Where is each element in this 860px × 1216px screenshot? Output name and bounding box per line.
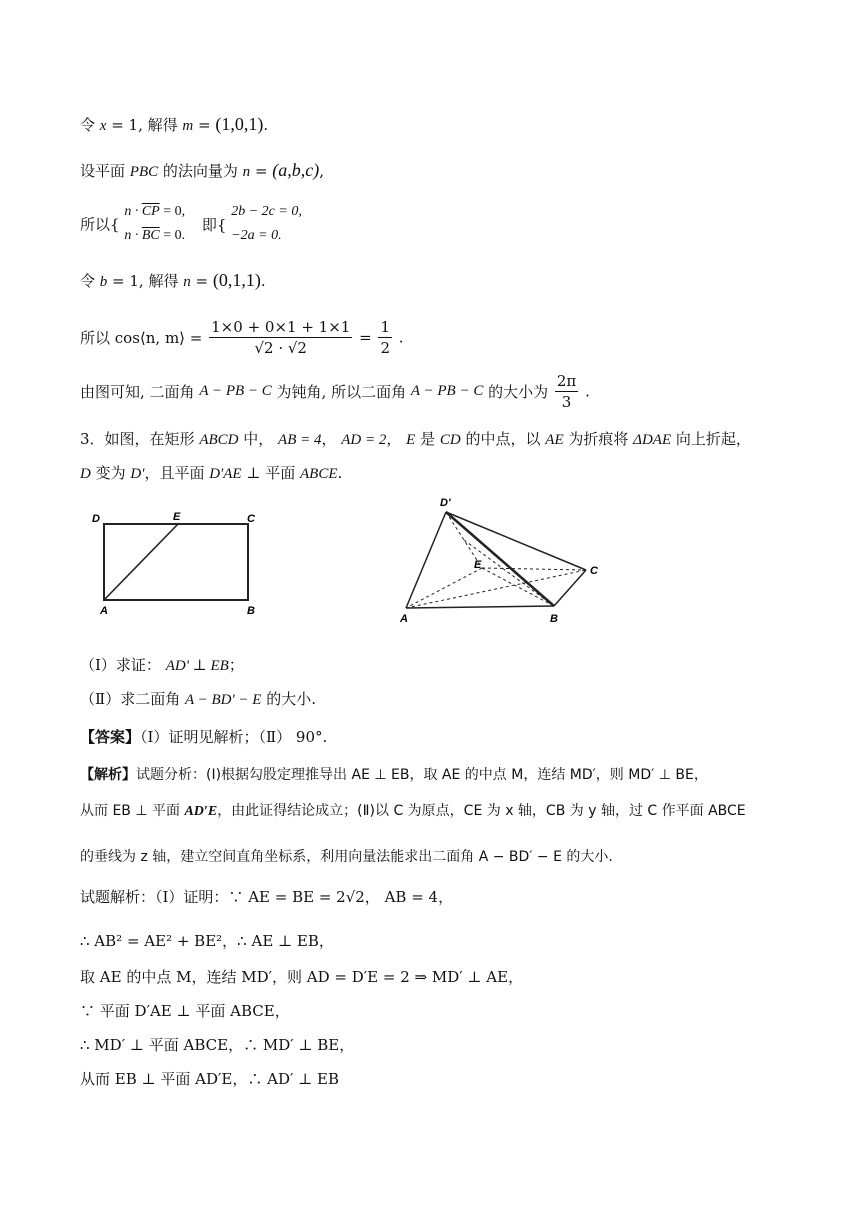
answer-label: 【答案】 — [80, 728, 141, 746]
fraction — [378, 318, 392, 357]
edge-dp-a — [406, 512, 446, 608]
text: ； — [228, 656, 244, 674]
text: 的中点，以 — [460, 430, 546, 448]
line-11 — [80, 726, 327, 747]
vector: $\overline{CP}$ — [141, 204, 160, 219]
line-4 — [80, 270, 266, 291]
math: m — [182, 118, 194, 134]
text: 为折痕将 — [563, 430, 634, 448]
vector: $\overline{BC}$ — [141, 228, 160, 243]
text: = — [190, 272, 213, 290]
text: 是 — [415, 430, 440, 448]
text: 的大小. — [261, 690, 317, 708]
text: 的法向量为 — [158, 162, 243, 180]
line-9 — [80, 654, 244, 675]
label-d: D — [92, 513, 100, 525]
text: . — [337, 464, 343, 482]
text: 所以 cos⟨n, m⟩ = — [80, 329, 208, 347]
line-3 — [80, 200, 302, 248]
text: （Ⅰ）求证： — [80, 656, 166, 674]
hidden-a-c — [406, 570, 586, 608]
text: 为钝角, 所以二面角 — [271, 383, 411, 401]
text: ∵ 平面 D′AE ⊥ 平面 ABCE， — [80, 1002, 290, 1020]
line-1 — [80, 114, 268, 135]
text: , — [319, 162, 325, 180]
text: 从而 EB ⊥ 平面 — [80, 803, 185, 819]
math: CD — [439, 432, 461, 448]
hidden-e-c — [482, 568, 586, 570]
edge-dp-c — [446, 512, 586, 570]
text: ∴ MD′ ⊥ 平面 ABCE，∴ MD′ ⊥ BE， — [80, 1036, 355, 1054]
math: ΔDAE — [633, 432, 672, 448]
text: 3．如图，在矩形 — [80, 430, 200, 448]
line-8 — [80, 462, 342, 483]
hidden-mid — [464, 540, 554, 606]
math: PBC — [129, 164, 159, 180]
text: −2a = 0. — [231, 228, 282, 243]
denominator: √2 · √2 — [254, 339, 307, 357]
analysis-label: 【解析】 — [80, 767, 136, 783]
math: A − BD' − E — [184, 692, 262, 708]
math: AE — [545, 432, 564, 448]
text: ， — [321, 430, 342, 448]
fraction — [555, 372, 578, 411]
numerator: 1×0 + 0×1 + 1×1 — [211, 318, 351, 336]
text: n · — [124, 204, 142, 219]
text: 向上折起， — [671, 430, 751, 448]
label-e: E — [474, 559, 482, 571]
numerator: 1 — [380, 318, 390, 336]
label-a: A — [400, 613, 408, 625]
math: b — [99, 274, 108, 290]
text: 设平面 — [80, 162, 130, 180]
math: D'AE — [209, 466, 242, 482]
text: ，由此证得结论成立；(Ⅱ)以 C 为原点，CE 为 x 轴，CB 为 y 轴，过 C 作平面 ABCE — [217, 803, 746, 819]
label-c: C — [247, 513, 255, 525]
denominator: 2 — [380, 339, 390, 357]
text: 由图可知, 二面角 — [80, 383, 200, 401]
line-20 — [80, 1068, 339, 1089]
denominator: 3 — [561, 393, 572, 411]
text: . — [263, 116, 269, 134]
rect-abcd — [104, 524, 248, 600]
line-14 — [80, 846, 613, 866]
numerator: 2π — [556, 372, 577, 390]
text: ∴ AB² = AE² + BE²，∴ AE ⊥ EB， — [80, 932, 334, 950]
text: 即{ — [201, 215, 227, 234]
hidden-e-a — [406, 568, 482, 608]
line-7 — [80, 428, 751, 449]
text: 所以{ — [80, 215, 120, 234]
text: ，且平面 — [144, 464, 210, 482]
equation-system-2 — [231, 200, 302, 248]
math: ABCE — [300, 466, 338, 482]
math: D — [80, 466, 91, 482]
math: A − PB − C — [410, 383, 484, 399]
text: = 1, 解得 — [107, 272, 184, 290]
math: A − PB − C — [199, 383, 272, 399]
figure-folded — [390, 492, 620, 632]
line-16 — [80, 930, 334, 951]
equation-system-1 — [124, 200, 185, 248]
label-a: A — [100, 605, 108, 617]
text: （Ⅱ）求二面角 — [80, 690, 185, 708]
line-13 — [80, 800, 746, 820]
math: E — [406, 432, 416, 448]
label-e: E — [173, 511, 181, 523]
text: = — [250, 162, 273, 180]
math: (0,1,1) — [212, 270, 261, 290]
line-10 — [80, 688, 316, 709]
line-12 — [80, 764, 708, 784]
text: = — [359, 328, 377, 347]
text: = 1, 解得 — [106, 116, 183, 134]
line-15 — [80, 886, 453, 907]
text: 的垂线为 z 轴，建立空间直角坐标系，利用向量法能求出二面角 A − BD′ − E 的大小. — [80, 849, 613, 865]
text: = 0. — [159, 228, 186, 243]
text: 令 — [80, 116, 100, 134]
text: 中， — [238, 430, 279, 448]
text: . — [260, 272, 266, 290]
math: n — [183, 274, 191, 290]
line-6 — [80, 372, 590, 411]
text: . — [585, 382, 590, 401]
math: ABCD — [199, 432, 239, 448]
text: 试题分析：(Ⅰ)根据勾股定理推导出 AE ⊥ EB，取 AE 的中点 M，连结 MD′，则 MD′ ⊥ BE， — [136, 767, 708, 783]
text: n · — [124, 228, 142, 243]
math: n — [242, 164, 251, 180]
edge-dp-b — [446, 512, 554, 606]
label-c: C — [590, 565, 598, 577]
text: 试题解析：（Ⅰ）证明：∵ AE = BE = 2√2， AB = 4， — [80, 888, 454, 906]
text: 取 AE 的中点 M，连结 MD′，则 AD = D′E = 2 ⇒ MD′ ⊥ AE， — [80, 968, 524, 986]
math: AD′E — [184, 804, 218, 819]
figure-rectangle — [90, 500, 370, 640]
text: = 0, — [159, 204, 186, 219]
text: 的大小为 — [483, 383, 553, 401]
text: （Ⅰ）证明见解析；（Ⅱ） 90°. — [140, 728, 328, 746]
segment-ae — [104, 524, 178, 600]
math: AD = 2 — [341, 432, 387, 448]
line-5 — [80, 318, 404, 357]
label-b: B — [247, 605, 255, 617]
math: AD' ⊥ EB — [165, 658, 229, 674]
label-b: B — [550, 613, 558, 625]
math: D' — [130, 466, 145, 482]
line-17 — [80, 966, 523, 987]
text: 变为 — [90, 464, 131, 482]
line-2 — [80, 160, 324, 181]
fraction — [209, 318, 352, 357]
text: 从而 EB ⊥ 平面 AD′E，∴ AD′ ⊥ EB — [80, 1070, 340, 1088]
math: (a,b,c) — [272, 160, 320, 180]
text: . — [398, 328, 404, 347]
line-19 — [80, 1034, 354, 1055]
edge-a-b — [406, 606, 554, 608]
text: ⊥ 平面 — [241, 464, 301, 482]
math: (1,0,1) — [215, 114, 264, 134]
text: = — [193, 116, 216, 134]
math: AB = 4 — [278, 432, 322, 448]
label-dprime: D' — [440, 497, 451, 509]
line-18 — [80, 1000, 290, 1021]
text: ， — [386, 430, 407, 448]
text: 2b − 2c = 0, — [231, 204, 302, 219]
text: 令 — [80, 272, 100, 290]
math: x — [99, 118, 107, 134]
